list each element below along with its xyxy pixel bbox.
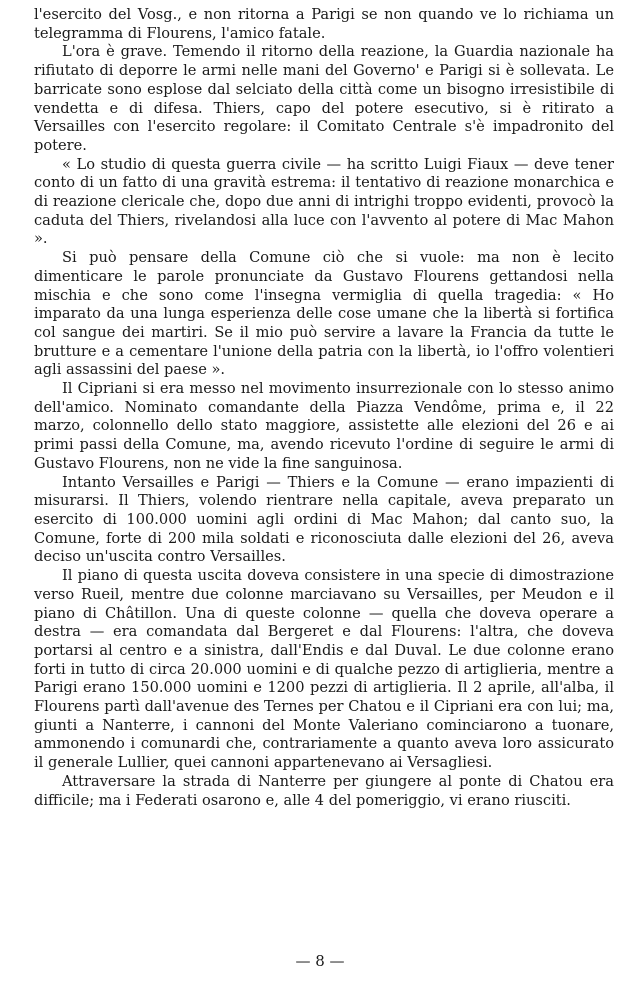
paragraph-piano-uscita: Il piano di questa uscita doveva consistere in una specie di dimostrazione verso Rueil, mentre due colonne marciavano su Versailles, per Meudon e il piano di Châtillon. Una di queste colonne — quella che doveva operare a destra — era comandata dal Bergeret e dal Flourens: l'altra, che doveva portarsi al centro e a sinistra, dall'Endis e dal Duval. Le due colonne erano forti in tutto di circa 20.000 uomini e di qualche pezzo di artiglieria, mentre a Parigi erano 150.000 uomini e 1200 pezzi di artiglieria. Il 2 aprile, all'alba, il Flourens partì dall'avenue des Ternes per Chatou e il Cipriani era con lui; ma, giunti a Nanterre, i cannoni del Monte Valeriano cominciarono a tuonare, ammonendo i comunardi che, contrariamente a quanto aveva loro assicurato il generale Lullier, quei cannoni appartenevano ai Versagliesi. (34, 567, 614, 772)
paragraph-versailles-parigi: Intanto Versailles e Parigi — Thiers e la Comune — erano impazienti di misurarsi. Il Thiers, volendo rientrare nella capitale, aveva preparato un esercito di 100.000 uomini agli ordini di Mac Mahon; dal canto suo, la Comune, forte di 200 mila soldati e riconosciuta dalle elezioni del 26, aveva deciso un'uscita contro Versailles. (34, 473, 614, 566)
paragraph-flourens-words: Si può pensare della Comune ciò che si vuole: ma non è lecito dimenticare le parole pronunciate da Gustavo Flourens gettandosi nella mischia e che sono come l'insegna vermiglia di quella tragedia: « Ho imparato da una lunga esperienza delle cose umane che la libertà si fortifica col sangue dei martiri. Se il mio può servire a lavare la Francia da tutte le brutture e a cementare l'unione della patria con la libertà, io l'offro volentieri agli assassini del paese ». (34, 249, 614, 379)
paragraph-ora-grave: L'ora è grave. Temendo il ritorno della reazione, la Guardia nazionale ha rifiutato di deporre le armi nelle mani del Governo' e Parigi si è sollevata. Le barricate sono esplose dal selciato della città come un bisogno irresistibile di vendetta e di difesa. Thiers, capo del potere esecutivo, si è ritirato a Versailles con l'esercito regolare: il Comitato Centrale s'è impadronito del potere. (34, 43, 614, 154)
paragraph-continuation: l'esercito del Vosg., e non ritorna a Parigi se non quando ve lo richiama un telegramma di Flourens, l'amico fatale. (34, 6, 614, 42)
paragraph-nanterre: Attraversare la strada di Nanterre per giungere al ponte di Chatou era difficile; ma i Federati osarono e, alle 4 del pomeriggio, vi erano riusciti. (34, 772, 614, 809)
paragraph-cipriani: Il Cipriani si era messo nel movimento insurrezionale con lo stesso animo dell'amico. Nominato comandante della Piazza Vendôme, prima e, il 22 marzo, colonnello dello stato maggiore, assistette alle elezioni del 26 e ai primi passi della Comune, ma, avendo ricevuto l'ordine di seguire le armi di Gustavo Flourens, non ne vide la fine sanguinosa. (34, 380, 614, 472)
page-number: — 8 — (295, 952, 345, 970)
paragraph-fiaux-quote: « Lo studio di questa guerra civile — ha scritto Luigi Fiaux — deve tener conto di un fatto di una gravità estrema: il tentativo di reazione monarchica e di reazione clericale che, dopo due anni di intrighi troppo evidenti, provocò la caduta del Thiers, rivelandosi alla luce con l'avvento al potere di Mac Mahon ». (34, 155, 614, 248)
